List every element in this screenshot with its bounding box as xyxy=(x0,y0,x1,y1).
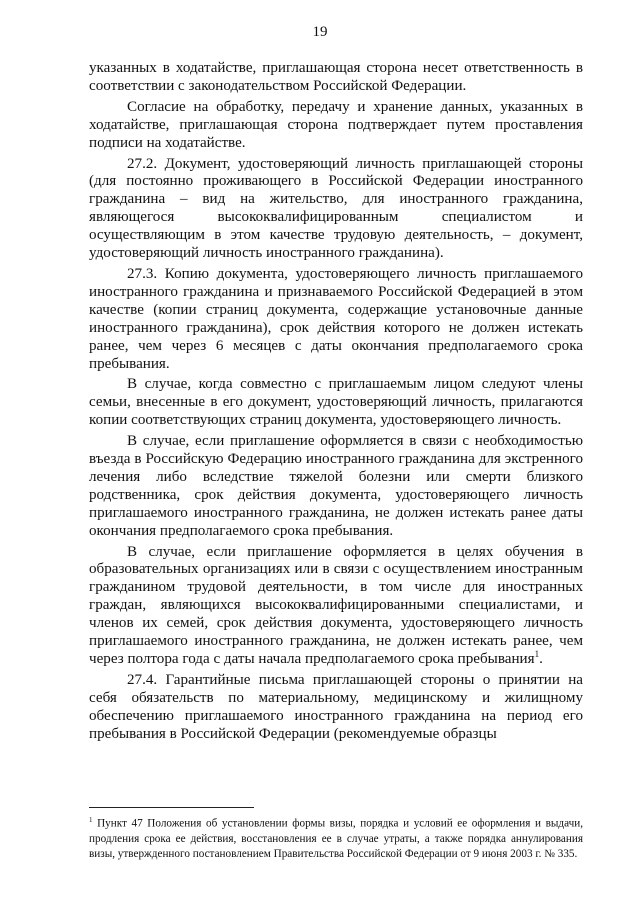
paragraph-study-work-text: В случае, если приглашение оформляется в целях обучения в образовательных организациях или в связи с осуществлением иностранным гражданином трудовой деятельности, в том числе для иностранных граждан, являющихся высококвалифицированными специалистами, и членов их семей, срок действия документа, удостоверяющего личность приглашаемого иностранного гражданина, не должен истекать ранее, чем через полтора года с даты начала предполагаемого срока пребывания xyxy=(89,543,583,667)
paragraph-study-work: В случае, если приглашение оформляется в целях обучения в образовательных организациях или в связи с осуществлением иностранным гражданином трудовой деятельности, в том числе для иностранных граждан, являющихся высококвалифицированными специалистами, и членов их семей, срок действия документа, удостоверяющего личность приглашаемого иностранного гражданина, не должен истекать ранее, чем через полтора года с даты начала предполагаемого срока пребывания$^1$. xyxy=(89,543,583,667)
footnote-text: Пункт 47 Положения об установлении формы визы, порядка и условий ее оформления и выдачи, продления срока ее действия, восстановления ее в случае утраты, а также порядка аннулирования визы, утвержденного постановлением Правительства Российской Федерации от 9 июня 2003 г. № 335. xyxy=(89,817,583,860)
paragraph-consent: Согласие на обработку, передачу и хранение данных, указанных в ходатайстве, приглашающая сторона подтверждает путем проставления подписи на ходатайстве. xyxy=(89,98,583,151)
footnote xyxy=(89,813,583,862)
footnote-marker: 1 xyxy=(89,816,93,824)
paragraph-family-members: В случае, когда совместно с приглашаемым лицом следуют члены семьи, внесенные в его документ, удостоверяющий личность, прилагаются копии соответствующих страниц документа, удостоверяющего личность. xyxy=(89,376,583,429)
paragraph-emergency-treatment: В случае, если приглашение оформляется в связи с необходимостью въезда в Российскую Федерацию иностранного гражданина для экстренного лечения либо вследствие тяжелой болезни или смерти близкого родственника, срок действия документа, удостоверяющего личность приглашаемого иностранного гражданина, не должен истекать ранее даты окончания предполагаемого срока пребывания. xyxy=(89,433,583,539)
body-text xyxy=(89,60,583,747)
paragraph-continuation: указанных в ходатайстве, приглашающая сторона несет ответственность в соответствии с законодательством Российской Федерации. xyxy=(89,60,583,94)
paragraph-27-2: 27.2. Документ, удостоверяющий личность приглашающей стороны (для постоянно проживающего в Российской Федерации иностранного гражданина – вид на жительство, для иностранного гражданина, являющегося высококвалифицированным специалистом и осуществляющим в этом качестве трудовую деятельность, – документ, удостоверяющий личность иностранного гражданина). xyxy=(89,155,583,262)
paragraph-27-4: 27.4. Гарантийные письма приглашающей стороны о принятии на себя обязательств по материальному, медицинскому и жилищному обеспечению приглашаемого иностранного гражданина на период его пребывания в Российской Федерации (рекомендуемые образцы xyxy=(89,671,583,742)
page-number: 19 xyxy=(312,24,328,40)
paragraph-27-3: 27.3. Копию документа, удостоверяющего личность приглашаемого иностранного гражданина и признаваемого Российской Федерацией в этом качестве (копии страниц документа, содержащие установочные данные иностранного гражданина), срок действия которого не должен истекать ранее, чем через 6 месяцев с даты окончания предполагаемого срока пребывания. xyxy=(89,265,583,372)
footnote-reference: 1 xyxy=(534,648,540,659)
footnote-divider xyxy=(89,807,254,808)
